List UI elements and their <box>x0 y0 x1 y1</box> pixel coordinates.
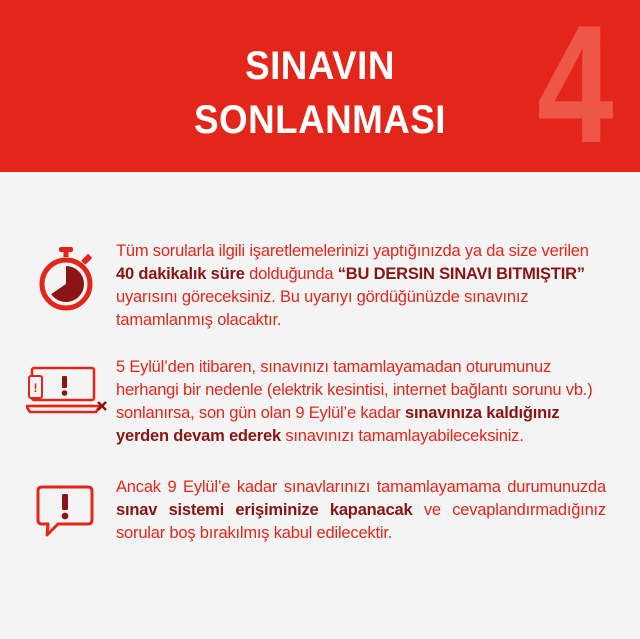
text-segment: uyarısını göreceksiniz. Bu uyarıyı gördüğünüzde sınavınız tamamlanmış olacaktır. <box>116 288 529 329</box>
svg-text:!: ! <box>33 381 38 395</box>
alert-message-icon <box>36 484 96 547</box>
step-number: 4 <box>537 0 614 172</box>
info-text-1 <box>116 240 606 332</box>
header-banner <box>0 0 640 172</box>
text-segment: 5 Eylül’den itibaren, sınavınızı tamamlayamadan oturumunuz herhangi bir nedenle (elektrik kesintisi, internet bağlantı sorunu vb.) sonlanırsa, son gün olan 9 Eylül’e kadar <box>116 358 593 422</box>
text-emphasis: 40 dakikalık süre <box>116 265 245 283</box>
stopwatch-icon <box>34 246 100 317</box>
text-segment: sınavınızı tamamlayabileceksiniz. <box>280 427 524 445</box>
text-segment: Ancak 9 Eylül’e kadar sınavlarınızı tamamlayamama durumunuzda <box>116 478 606 496</box>
info-text-3 <box>116 476 606 545</box>
text-segment: ve cevaplandırmadığınız sorular boş bırakılmış kabul edilecektir. <box>116 501 606 542</box>
page-title-line1: SINAVIN <box>245 44 395 88</box>
text-segment: Tüm sorularla ilgili işaretlemelerinizi yaptığınızda ya da size verilen <box>116 242 589 260</box>
text-emphasis: sınav sistemi erişiminize kapanacak <box>116 501 413 519</box>
text-emphasis: sınavınıza kaldığınız yerden devam ederek <box>116 404 560 445</box>
disconnected-laptop-icon <box>26 364 112 421</box>
text-emphasis: “BU DERSIN SINAVI BITMIŞTIR” <box>337 265 585 283</box>
text-segment: dolduğunda <box>244 265 338 283</box>
info-text-2 <box>116 356 606 448</box>
page-title-line2: SONLANMASI <box>194 98 446 142</box>
